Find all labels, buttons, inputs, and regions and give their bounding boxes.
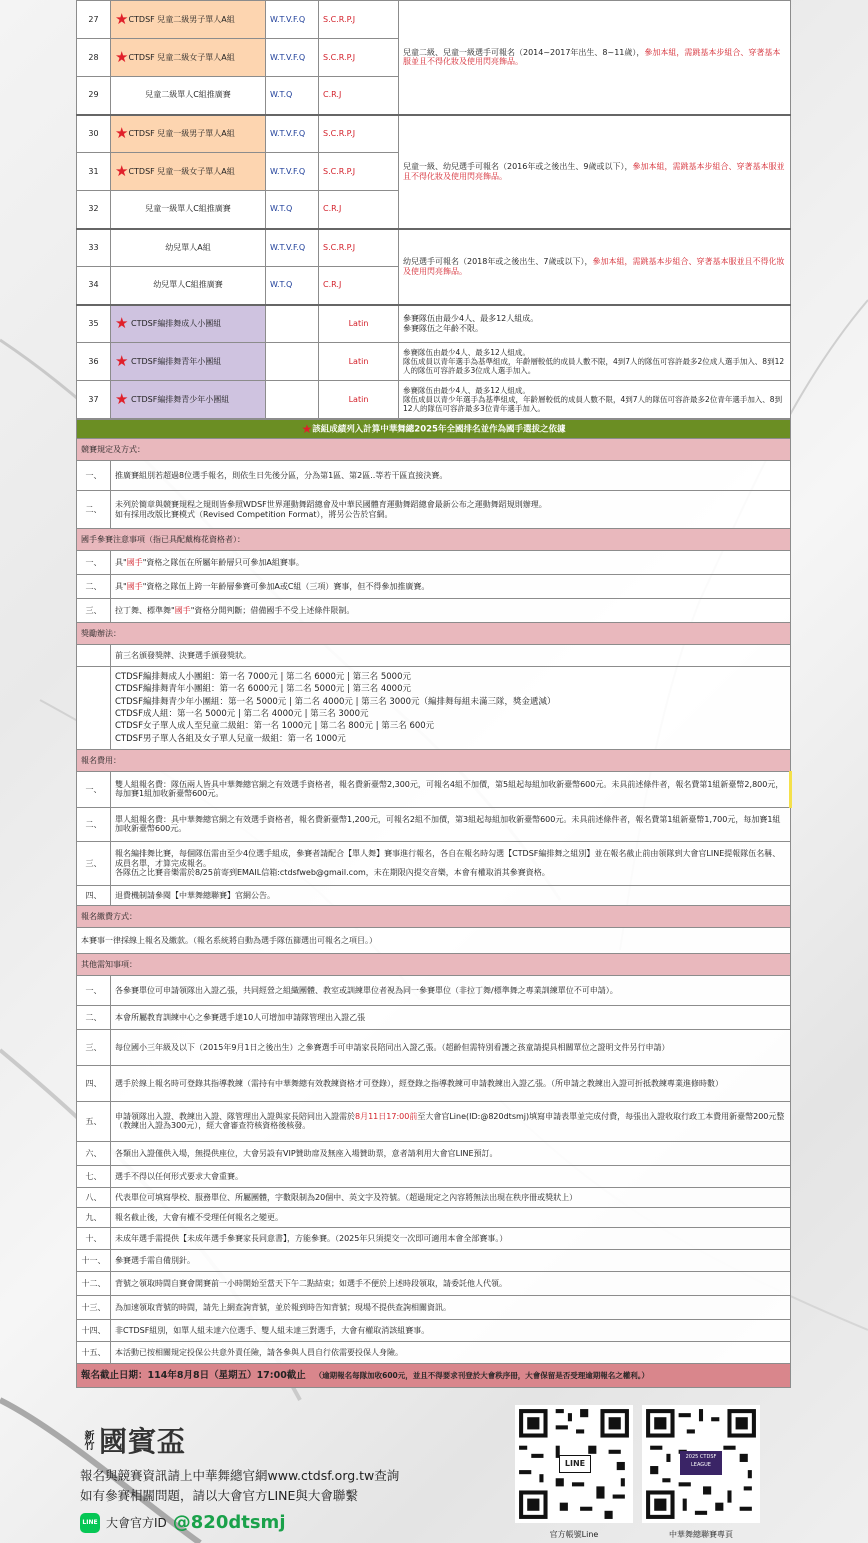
dance-latin: Latin: [319, 343, 399, 381]
item-label: 八、: [77, 1187, 111, 1207]
qr-code-line[interactable]: [515, 1405, 633, 1523]
table-row: [77, 305, 791, 343]
list-item: [77, 975, 791, 1005]
logo-small-text: 新竹: [82, 1430, 93, 1450]
section-header-national: 國手參賽注意事項（指已具配戴梅花資格者）：: [77, 529, 791, 551]
row-number: 30: [77, 115, 111, 153]
dance-standard: W.T.V.F.Q: [266, 229, 319, 267]
group-name: CTDSF 兒童二級女子單人A組: [128, 53, 235, 62]
item-text: 未成年選手需提供【未成年選手參賽家長同意書】，方能參賽。（2025年只須提交一次即可適用本會全部賽事。）: [111, 1227, 791, 1249]
group-name: 兒童二級單人C組推廣賽: [111, 77, 266, 115]
row-number: 35: [77, 305, 111, 343]
qr-league-block: [642, 1405, 760, 1540]
group-name-cell: [111, 305, 266, 343]
payment-text: 本賽事一律採線上報名及繳款。（報名系統將自動為選手隊伍篩選出可報名之項目。）: [77, 927, 791, 953]
entry-table: [76, 0, 791, 419]
award-line: CTDSF編排舞青年小團組：第一名 6000元 | 第二名 5000元 | 第三名 4000元: [115, 684, 411, 695]
item-label: 十一、: [77, 1249, 111, 1271]
group-name: 兒童一級單人C組推廣賽: [111, 191, 266, 229]
item-text-red: 8月11日17:00前: [355, 1111, 418, 1121]
dance-latin: C.R.J: [319, 267, 399, 305]
list-item: [77, 461, 791, 491]
item-text: 背號之領取時間自賽會開賽前一小時開始至當天下午二點結束；如選手不便於上述時段領取，請委託他人代領。: [111, 1271, 791, 1295]
item-text: 報名截止後，大會有權不受理任何報名之變更。: [111, 1207, 791, 1227]
list-item: [77, 551, 791, 575]
dance-latin: S.C.R.P.J: [319, 115, 399, 153]
deadline-note: （逾期報名每隊加收600元，並且不得要求刊登於大會秩序冊，大會保留是否受理逾期報名之權利。）: [314, 1370, 650, 1380]
item-text: 各參賽單位可申請領隊出入證乙張，共同經營之組織團體、教室或訓練單位者視為同一參賽單位（非拉丁舞/標準舞之專業訓練單位不可申請）。: [111, 975, 791, 1005]
dance-standard: W.T.V.F.Q: [266, 1, 319, 39]
list-item: [77, 599, 791, 623]
ranking-banner: [77, 420, 791, 439]
deadline-row: [77, 1363, 791, 1387]
group-note: [399, 115, 791, 229]
group-note-red-text: 參加本組，需跳基本步組合、穿著基本服並且不得化妝及使用閃亮飾品。: [403, 161, 785, 181]
star-icon: ★: [115, 390, 129, 408]
list-item: [77, 1227, 791, 1249]
group-name-cell: [111, 1, 266, 39]
item-text: [111, 1101, 791, 1141]
item-label: 三、: [77, 841, 111, 885]
line-id-row: [80, 1512, 440, 1533]
item-text: 退費機制請參閱【中華舞總聯賽】官網公告。: [111, 885, 791, 905]
item-text: 參賽選手需自備別針。: [111, 1249, 791, 1271]
star-icon: ★: [115, 48, 129, 66]
row-number: 32: [77, 191, 111, 229]
row-number: 34: [77, 267, 111, 305]
qr-code-league[interactable]: [642, 1405, 760, 1523]
list-item: [77, 1005, 791, 1029]
dance-standard: W.T.V.F.Q: [266, 115, 319, 153]
list-item: [77, 1065, 791, 1101]
dance-latin: S.C.R.P.J: [319, 1, 399, 39]
table-row: [77, 115, 791, 153]
ranking-banner-row: [77, 420, 791, 439]
star-icon: ★: [115, 10, 129, 28]
main-sheet: [76, 0, 790, 1388]
team-note: 參賽隊伍由最少4人、最多12人組成。 隊伍成員以青年選手為基準組成，年齡層較低的成員人數不限，4到7人的隊伍可容許最多2位成人選手加入、8到12人的隊伍可容許最多3位成人選手加入。: [399, 343, 791, 381]
group-name-cell: [111, 153, 266, 191]
item-text: [111, 599, 791, 623]
group-name-cell: [111, 39, 266, 77]
qr-line-caption: 官方帳號Line: [549, 1530, 599, 1539]
item-label: 十二、: [77, 1271, 111, 1295]
table-row: [77, 229, 791, 267]
item-label: 一、: [77, 461, 111, 491]
item-text-post: "資格之隊伍在所屬年齡層只可參加A組賽事。: [142, 557, 304, 567]
row-number: 36: [77, 343, 111, 381]
item-label: 二、: [77, 575, 111, 599]
list-item: [77, 885, 791, 905]
team-note: 參賽隊伍由最少4人、最多12人組成。 參賽隊伍之年齡不限。: [399, 305, 791, 343]
item-text: 本活動已按相關規定投保公共意外責任險，請各參與人員自行依需要投保人身險。: [111, 1341, 791, 1363]
item-text: 單人組報名費：具中華舞總官網之有效選手資格者，報名費新臺幣1,200元，可報名2組不加價，第3組起每組加收新臺幣600元。未具前述條件者，報名費第1組新臺幣1,700元，每加賽1組加收新臺幣600元。: [111, 807, 791, 841]
footer-line-2: 如有參賽相關問題，請以大會官方LINE與大會聯繫: [80, 1488, 358, 1503]
item-label: 一、: [77, 551, 111, 575]
item-label: 六、: [77, 1141, 111, 1165]
item-text-post: 至大會官Line(ID:@820dtsmj)填寫申請表單並完成付費，每張出入證收取行政工本費用新臺幣200元整（教練出入證為300元），經大會審查符核資格後核發。: [115, 1111, 785, 1131]
dance-latin: S.C.R.P.J: [319, 153, 399, 191]
section-header-payment: 報名繳費方式：: [77, 905, 791, 927]
list-item: [77, 491, 791, 529]
table-row: [77, 343, 791, 381]
group-name-cell: [111, 381, 266, 419]
item-label: 九、: [77, 1207, 111, 1227]
item-text: [111, 575, 791, 599]
list-item: [77, 1341, 791, 1363]
award-line: CTDSF編排舞青少年小團組：第一名 5000元 | 第二名 4000元 | 第三名 3000元（編排舞每組未滿三隊，獎金遞減）: [115, 696, 556, 707]
section-header-other: 其他需知事項：: [77, 953, 791, 975]
dance-latin: S.C.R.P.J: [319, 39, 399, 77]
deadline-prefix: 報名截止日期：: [81, 1369, 148, 1381]
dance-latin: Latin: [319, 305, 399, 343]
dance-standard: W.T.Q: [266, 77, 319, 115]
item-text: 報名編排舞比賽，每個隊伍需由至少4位選手組成，參賽者請配合【單人舞】賽事進行報名，各自在報名時勾選【CTDSF編排舞之組別】並在報名截止前由領隊到大會官LINE提報隊伍名稱、成員名單，才算完成報名。 各隊伍之比賽音樂需於8/25前寄到EMAIL信箱:ctdsfweb@gmail.com，未在期限內提交音樂，本會有權取消其參賽資格。: [111, 841, 791, 885]
qr-league-center-label: 2025 CTDSF LEAGUE: [680, 1451, 722, 1475]
list-item: [77, 841, 791, 885]
table-row: [77, 1, 791, 39]
list-item: [77, 1207, 791, 1227]
item-text: 本會所屬教育訓練中心之參賽選手達10人可增加申請隊管理出入證乙張: [111, 1005, 791, 1029]
rules-table: [76, 419, 792, 1388]
item-text-pre: 具": [115, 557, 127, 567]
star-icon: ★: [115, 314, 129, 333]
row-number: 33: [77, 229, 111, 267]
group-name: CTDSF 兒童二級男子單人A組: [128, 15, 235, 24]
list-item: [77, 667, 791, 750]
group-name: CTDSF編排舞青年小團組: [131, 357, 222, 366]
dance-latin: C.R.J: [319, 77, 399, 115]
star-icon: ★: [301, 422, 313, 436]
list-item: [77, 1029, 791, 1065]
qr-line-center-label: LINE: [559, 1455, 591, 1473]
award-line: CTDSF女子單人成人至兒童二級組：第一名 1000元 | 第二名 800元 | 第三名 600元: [115, 721, 435, 732]
group-note-red-text: 參加本組，需跳基本步組合、穿著基本服並且不得化妝及使用閃亮飾品。: [403, 256, 785, 276]
footer-info: [80, 1420, 440, 1533]
list-item: [77, 1187, 791, 1207]
item-text-pre: 申請領隊出入證、教練出入證、隊管理出入證與家長陪同出入證需於: [115, 1111, 355, 1121]
list-item: [77, 1165, 791, 1187]
item-label: 十、: [77, 1227, 111, 1249]
list-item: [77, 1101, 791, 1141]
item-text: 選手不得以任何形式要求大會重賽。: [111, 1165, 791, 1187]
dance-latin: C.R.J: [319, 191, 399, 229]
item-label: 三、: [77, 1029, 111, 1065]
group-note-red-text: 參加本組，需跳基本步組合、穿著基本服並且不得化妝及使用閃亮飾品。: [403, 47, 781, 67]
list-item: [77, 1141, 791, 1165]
deadline-banner: [77, 1363, 791, 1387]
item-label: 四、: [77, 1065, 111, 1101]
group-name: CTDSF編排舞成人小團組: [131, 319, 222, 329]
footer-line-1: 報名與競賽資訊請上中華舞總官網www.ctdsf.org.tw查詢: [80, 1468, 400, 1483]
event-logo: [80, 1420, 440, 1460]
ranking-banner-text: 該組成績列入計算中華舞總2025年全國排名並作為國手選拔之依據: [312, 424, 566, 435]
list-item: [77, 645, 791, 667]
row-number: 27: [77, 1, 111, 39]
qr-line-block: [515, 1405, 633, 1540]
group-name-cell: [111, 115, 266, 153]
item-label: 七、: [77, 1165, 111, 1187]
group-note-text: 幼兒選手可報名（2018年或之後出生、7歲或以下），: [403, 256, 593, 266]
item-text-post: "資格之隊伍上跨一年齡層參賽可參加A或C組（三項）賽事，但不得參加推廣賽。: [142, 581, 430, 591]
dance-standard: [266, 381, 319, 419]
group-note-text: 兒童二級、兒童一級選手可報名（2014~2017年出生、8~11歲），: [403, 47, 645, 57]
item-text: 未列於簡章與競賽規程之規則皆參照WDSF世界運動舞蹈總會及中華民國體育運動舞蹈總會最新公布之運動舞蹈規則辦理。 如有採用改版比賽模式（Revised Competition Format），將另公告於官網。: [111, 491, 791, 529]
dance-standard: [266, 343, 319, 381]
group-name-cell: [111, 343, 266, 381]
item-text-pre: 拉丁舞、標準舞": [115, 605, 175, 615]
group-note: [399, 1, 791, 115]
item-text: [111, 551, 791, 575]
list-item: [77, 807, 791, 841]
table-row: [77, 381, 791, 419]
item-text: 選手於線上報名時可登錄其指導教練（需持有中華舞總有效教練資格才可登錄），經登錄之指導教練可申請教練出入證乙張。（所申請之教練出入證可折抵教練專業進修時數）: [111, 1065, 791, 1101]
item-label: 一、: [77, 771, 111, 807]
item-label: 二、: [77, 1005, 111, 1029]
award-line: CTDSF編排舞成人小團組：第一名 7000元 | 第二名 6000元 | 第三名 5000元: [115, 672, 411, 682]
row-number: 29: [77, 77, 111, 115]
group-name: CTDSF 兒童一級男子單人A組: [128, 129, 235, 139]
list-item: [77, 1319, 791, 1341]
item-label: 三、: [77, 599, 111, 623]
list-item: [77, 927, 791, 953]
section-header-awards: 獎勵辦法：: [77, 623, 791, 645]
item-label: 二、: [77, 807, 111, 841]
item-text: 代表單位可填寫學校、服務單位、所屬團體，字數限制為20個中、英文字及符號。（超過規定之內容將無法出現在秩序冊或獎狀上）: [111, 1187, 791, 1207]
deadline-date: 114年8月8日（星期五）17:00截止: [147, 1369, 306, 1381]
group-name: CTDSF編排舞青少年小團組: [131, 395, 230, 404]
line-app-icon: LINE: [80, 1513, 100, 1533]
award-line: CTDSF成人組：第一名 5000元 | 第二名 4000元 | 第三名 3000元: [115, 708, 369, 719]
item-text: 每位國小三年級及以下（2015年9月1日之後出生）之參賽選手可申請家長陪同出入證乙張。（超齡但需特別看護之孩童請提具相關單位之證明文件另行申請）: [111, 1029, 791, 1065]
award-line: CTDSF男子單人各組及女子單人兒童一級組：第一名 1000元: [115, 733, 346, 744]
item-text: 為加速領取背號的時間，請先上網查詢背號，並於報到時告知背號；現場不提供查詢相關資訊。: [111, 1295, 791, 1319]
item-text: 各類出入證僅供入場，無提供座位，大會另設有VIP贊助席及無座入場贊助票，意者請利用大會官LINE預訂。: [111, 1141, 791, 1165]
list-item: [77, 575, 791, 599]
row-number: 37: [77, 381, 111, 419]
qr-league-caption: 中華舞總聯賽專頁: [669, 1530, 733, 1539]
line-id-label: 大會官方ID: [106, 1516, 167, 1530]
list-item: [77, 1295, 791, 1319]
list-item: [77, 771, 791, 807]
item-text-red: 國手: [126, 557, 143, 567]
row-number: 28: [77, 39, 111, 77]
group-name: 幼兒單人A組: [111, 229, 266, 267]
group-name: CTDSF 兒童一級女子單人A組: [128, 167, 235, 176]
team-note: 參賽隊伍由最少4人、最多12人組成。 隊伍成員以青少年選手為基準組成，年齡層較低的成員人數不限，4到7人的隊伍可容許最多2位青年選手加入、8到12人的隊伍可容許最多3位青年選手加入。: [399, 381, 791, 419]
item-text: 非CTDSF組別，如單人組未達六位選手、雙人組未達三對選手，大會有權取消該組賽事。: [111, 1319, 791, 1341]
awards-intro: 前三名頒發獎牌、決賽選手頒發獎狀。: [111, 645, 791, 667]
list-item: [77, 1249, 791, 1271]
list-item: [77, 1271, 791, 1295]
item-label: 四、: [77, 885, 111, 905]
section-header-fees: 報名費用：: [77, 749, 791, 771]
star-icon: ★: [115, 124, 129, 143]
item-text-red: 國手: [126, 581, 143, 591]
dance-standard: W.T.Q: [266, 267, 319, 305]
dance-standard: W.T.Q: [266, 191, 319, 229]
item-label: 一、: [77, 975, 111, 1005]
group-note: [399, 229, 791, 305]
item-label: 十三、: [77, 1295, 111, 1319]
item-label: 十四、: [77, 1319, 111, 1341]
item-text: 雙人組報名費：隊伍兩人皆具中華舞總官網之有效選手資格者，報名費新臺幣2,300元，可報名4組不加價，第5組起每組加收新臺幣600元。未具前述條件者，報名費第1組新臺幣2,800元，每加賽1組加收新臺幣600元。: [111, 771, 791, 807]
dance-standard: [266, 305, 319, 343]
dance-standard: W.T.V.F.Q: [266, 39, 319, 77]
awards-list: [111, 667, 791, 750]
group-name: 幼兒單人C組推廣賽: [111, 267, 266, 305]
item-text-red: 國手: [174, 605, 191, 615]
item-text: 推廣賽組別若超過8位選手報名，則依生日先後分區，分為第1區、第2區..等若干區直接決賽。: [111, 461, 791, 491]
star-icon: ★: [115, 352, 129, 370]
group-note-text: 兒童一級、幼兒選手可報名（2016年或之後出生、9歲或以下），: [403, 161, 633, 171]
row-number: 31: [77, 153, 111, 191]
section-header-rules: 競賽規定及方式：: [77, 439, 791, 461]
logo-title: 國賓盃: [99, 1425, 187, 1458]
item-text-post: "資格分開判斷；借備國手不受上述條件限制。: [190, 605, 355, 615]
item-label: 五、: [77, 1101, 111, 1141]
item-text-pre: 具": [115, 581, 127, 591]
dance-latin: Latin: [319, 381, 399, 419]
dance-standard: W.T.V.F.Q: [266, 153, 319, 191]
dance-latin: S.C.R.P.J: [319, 229, 399, 267]
item-label: 二、: [77, 491, 111, 529]
star-icon: ★: [115, 162, 129, 180]
item-label: 十五、: [77, 1341, 111, 1363]
line-id[interactable]: @820dtsmj: [172, 1512, 286, 1533]
